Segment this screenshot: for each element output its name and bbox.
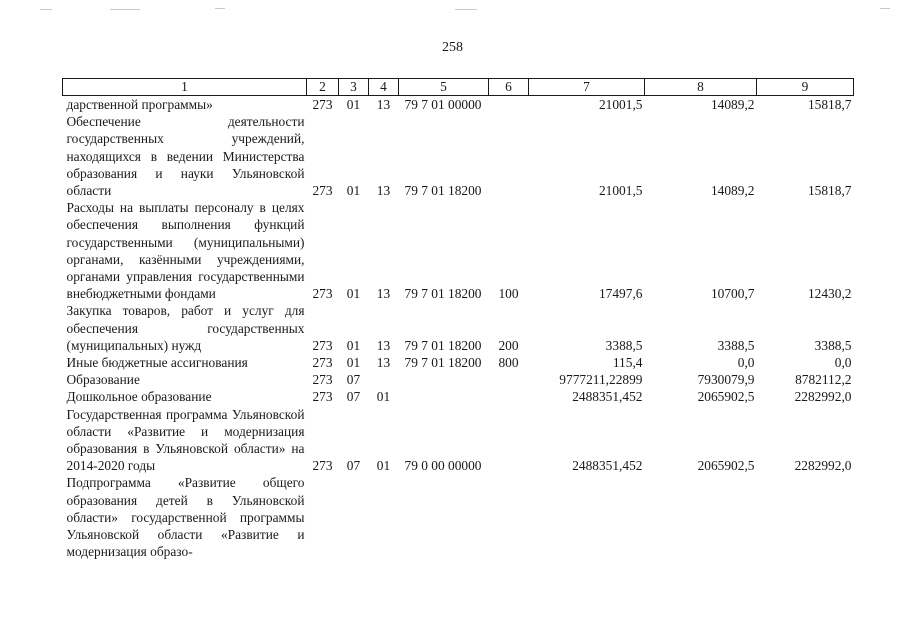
cell-section: 07 [346, 372, 361, 388]
cell-section: 01 [346, 286, 361, 302]
scan-speck [880, 8, 890, 9]
table-row [63, 388, 854, 405]
column-header: 1 [63, 79, 307, 96]
cell-type [489, 113, 529, 199]
column-header: 3 [339, 79, 369, 96]
cell-amount-8: 0,0 [737, 355, 755, 371]
row-name: дарственной программы» [66, 97, 213, 112]
cell-code [307, 474, 339, 560]
cell-target: 79 7 01 18200 [404, 337, 482, 353]
cell-section: 01 [346, 337, 361, 353]
cell-code: 273 [312, 389, 333, 405]
cell-amount-7: 17497,6 [598, 286, 643, 302]
cell-amount-8: 7930079,9 [697, 372, 755, 388]
column-header: 5 [399, 79, 489, 96]
cell-target: 79 7 01 00000 [404, 97, 482, 112]
cell-amount-9 [757, 474, 854, 560]
cell-code: 273 [312, 458, 333, 474]
cell-section: 07 [346, 389, 361, 405]
cell-section [339, 474, 369, 560]
cell-amount-8: 14089,2 [710, 183, 755, 199]
table-row [63, 354, 854, 371]
cell-amount-7 [529, 474, 645, 560]
row-name: Обеспечение деятельности государственных учреждений, находящихся в ведении Министерства образования и науки Ульяновской области [66, 114, 305, 199]
cell-target [399, 371, 489, 388]
cell-amount-7: 21001,5 [598, 183, 643, 199]
cell-amount-8: 10700,7 [710, 286, 755, 302]
cell-subsection: 13 [376, 286, 391, 302]
cell-type [489, 388, 529, 405]
cell-type [489, 474, 529, 560]
cell-subsection: 13 [376, 337, 391, 353]
cell-amount-9: 15818,7 [807, 97, 852, 112]
cell-target: 79 7 01 18200 [404, 355, 482, 371]
table-row [63, 96, 854, 114]
row-name: Иные бюджетные ассигнования [66, 355, 248, 371]
cell-section: 01 [346, 355, 361, 371]
table-row [63, 474, 854, 560]
cell-code: 273 [312, 372, 333, 388]
cell-amount-7: 21001,5 [598, 97, 643, 112]
table-row [63, 371, 854, 388]
cell-subsection [369, 474, 399, 560]
cell-type [489, 371, 529, 388]
cell-target: 79 0 00 00000 [404, 458, 482, 474]
cell-amount-7: 115,4 [612, 355, 643, 371]
cell-code: 273 [312, 286, 333, 302]
column-header: 4 [369, 79, 399, 96]
row-name: Расходы на выплаты персоналу в целях обеспечения выполнения функций государственными (муниципальными) органами, казёнными учреждениями, органами управления государственными внебюджетными фондами [66, 200, 305, 302]
cell-subsection: 13 [376, 97, 391, 112]
row-name: Закупка товаров, работ и услуг для обеспечения государственных (муниципальных) нужд [66, 303, 305, 353]
cell-type: 200 [498, 337, 519, 353]
cell-subsection: 01 [376, 458, 391, 474]
cell-amount-8: 2065902,5 [697, 389, 755, 405]
cell-target: 79 7 01 18200 [404, 286, 482, 302]
cell-type: 800 [498, 355, 519, 371]
column-header: 8 [645, 79, 757, 96]
cell-subsection: 13 [376, 183, 391, 199]
cell-section: 01 [346, 183, 361, 199]
cell-section: 01 [346, 97, 361, 112]
column-header: 6 [489, 79, 529, 96]
row-name: Образование [66, 372, 140, 388]
cell-amount-9: 15818,7 [807, 183, 852, 199]
cell-amount-7: 9777211,22899 [559, 372, 643, 388]
cell-type [489, 96, 529, 114]
cell-subsection: 01 [376, 389, 391, 405]
column-header: 7 [529, 79, 645, 96]
cell-amount-9: 2282992,0 [794, 458, 852, 474]
cell-code: 273 [312, 337, 333, 353]
cell-target: 79 7 01 18200 [404, 183, 482, 199]
cell-amount-9: 3388,5 [814, 337, 852, 353]
table-row [63, 199, 854, 302]
scan-speck [455, 9, 477, 10]
cell-amount-9: 2282992,0 [794, 389, 852, 405]
cell-amount-7: 2488351,452 [572, 458, 643, 474]
scan-speck [110, 9, 140, 10]
cell-amount-9: 0,0 [834, 355, 852, 371]
cell-subsection: 13 [376, 355, 391, 371]
cell-target [399, 474, 489, 560]
cell-amount-9: 8782112,2 [795, 372, 852, 388]
cell-amount-7: 2488351,452 [572, 389, 643, 405]
row-name: Государственная программа Ульяновской области «Развитие и модернизация образования в Ульяновской области» на 2014-2020 годы [66, 406, 305, 474]
table-row [63, 113, 854, 199]
scan-speck [40, 9, 52, 10]
cell-type [489, 406, 529, 475]
cell-section: 07 [346, 458, 361, 474]
table-row [63, 302, 854, 354]
cell-subsection [369, 371, 399, 388]
cell-amount-7: 3388,5 [605, 337, 643, 353]
column-header: 2 [307, 79, 339, 96]
table-header-row [63, 79, 854, 96]
table-row [63, 406, 854, 475]
cell-code: 273 [312, 183, 333, 199]
cell-target [399, 388, 489, 405]
budget-table [62, 78, 854, 560]
cell-amount-8: 3388,5 [717, 337, 755, 353]
cell-amount-9: 12430,2 [807, 286, 852, 302]
cell-code: 273 [312, 355, 333, 371]
cell-type: 100 [498, 286, 519, 302]
cell-code: 273 [312, 97, 333, 112]
row-name: Дошкольное образование [66, 389, 212, 405]
column-header: 9 [757, 79, 854, 96]
cell-amount-8: 14089,2 [710, 97, 755, 112]
scan-speck [215, 8, 225, 9]
row-name: Подпрограмма «Развитие общего образования детей в Ульяновской области» государственной программы Ульяновской области «Развитие и модернизация образо- [66, 475, 305, 560]
page-number: 258 [442, 40, 463, 55]
cell-amount-8 [645, 474, 757, 560]
cell-amount-8: 2065902,5 [697, 458, 755, 474]
